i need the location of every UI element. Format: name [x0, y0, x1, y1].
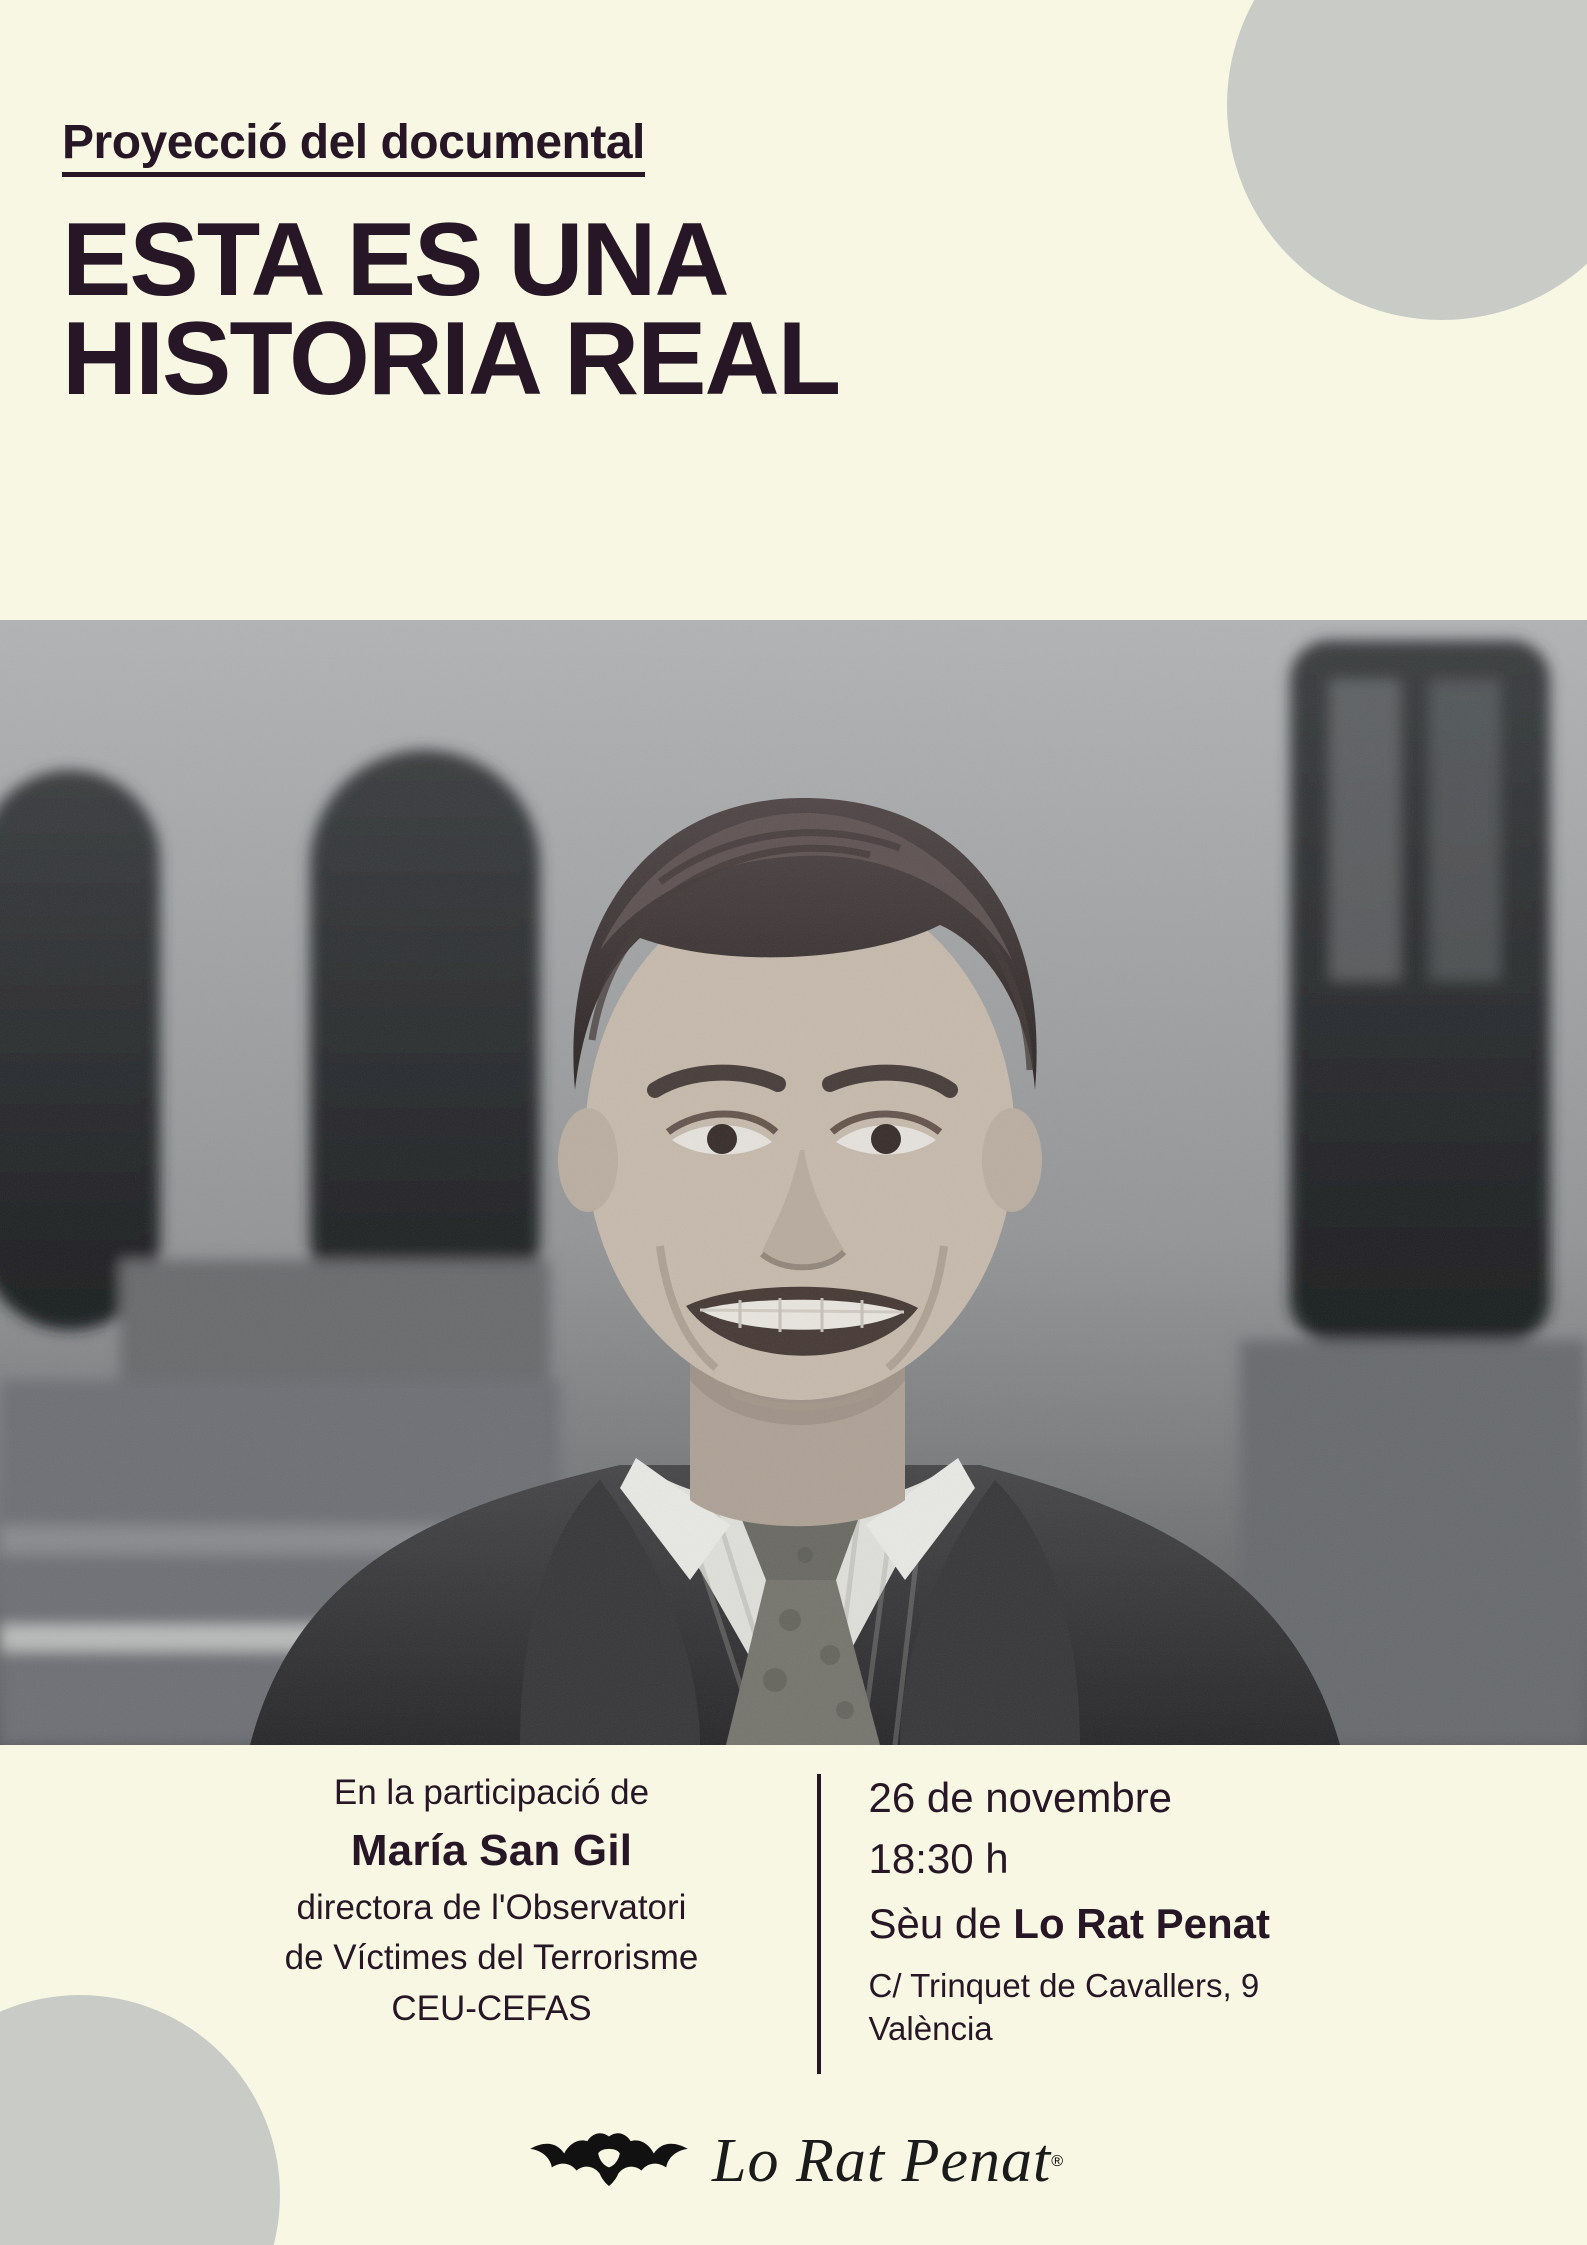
- poster-header: [62, 116, 1527, 418]
- participant-role-line-3: CEU-CEFAS: [391, 1989, 592, 2029]
- participant-name: María San Gil: [350, 1825, 633, 1875]
- venue-prefix: Sèu de: [868, 1899, 1014, 1947]
- page-title: [62, 202, 1527, 418]
- event-date: 26 de novembre: [868, 1774, 1173, 1821]
- bat-icon-svg: [524, 2127, 694, 2197]
- portrait-illustration: [0, 620, 1587, 1745]
- footer-logo: [0, 2126, 1587, 2197]
- portrait-photo: [0, 620, 1587, 1745]
- event-address: [869, 1965, 1381, 2051]
- bat-icon: [524, 2127, 694, 2197]
- address-line-2: València: [868, 2009, 993, 2047]
- title-line-1: ESTA ES UNA: [62, 202, 728, 319]
- event-details-block: [821, 1768, 1381, 2050]
- title-line-2: HISTORIA REAL: [62, 301, 840, 418]
- event-info: [0, 1768, 1587, 2074]
- venue-name: Lo Rat Penat: [1013, 1899, 1270, 1947]
- participation-intro: En la participació de: [333, 1773, 650, 1812]
- participation-block: [207, 1768, 817, 2035]
- event-time: 18:30 h: [868, 1834, 1009, 1882]
- kicker-text: Proyecció del documental: [62, 118, 645, 177]
- participant-role-line-1: directora de l'Observatori: [296, 1887, 687, 1927]
- logo-text: Lo Rat Penat: [712, 2127, 1052, 2195]
- participant-role-line-2: de Víctimes del Terrorisme: [284, 1938, 699, 1978]
- address-line-1: C/ Trinquet de Cavallers, 9: [868, 1966, 1260, 2004]
- event-venue: [869, 1894, 1381, 1955]
- registered-mark: ®: [1051, 2152, 1063, 2170]
